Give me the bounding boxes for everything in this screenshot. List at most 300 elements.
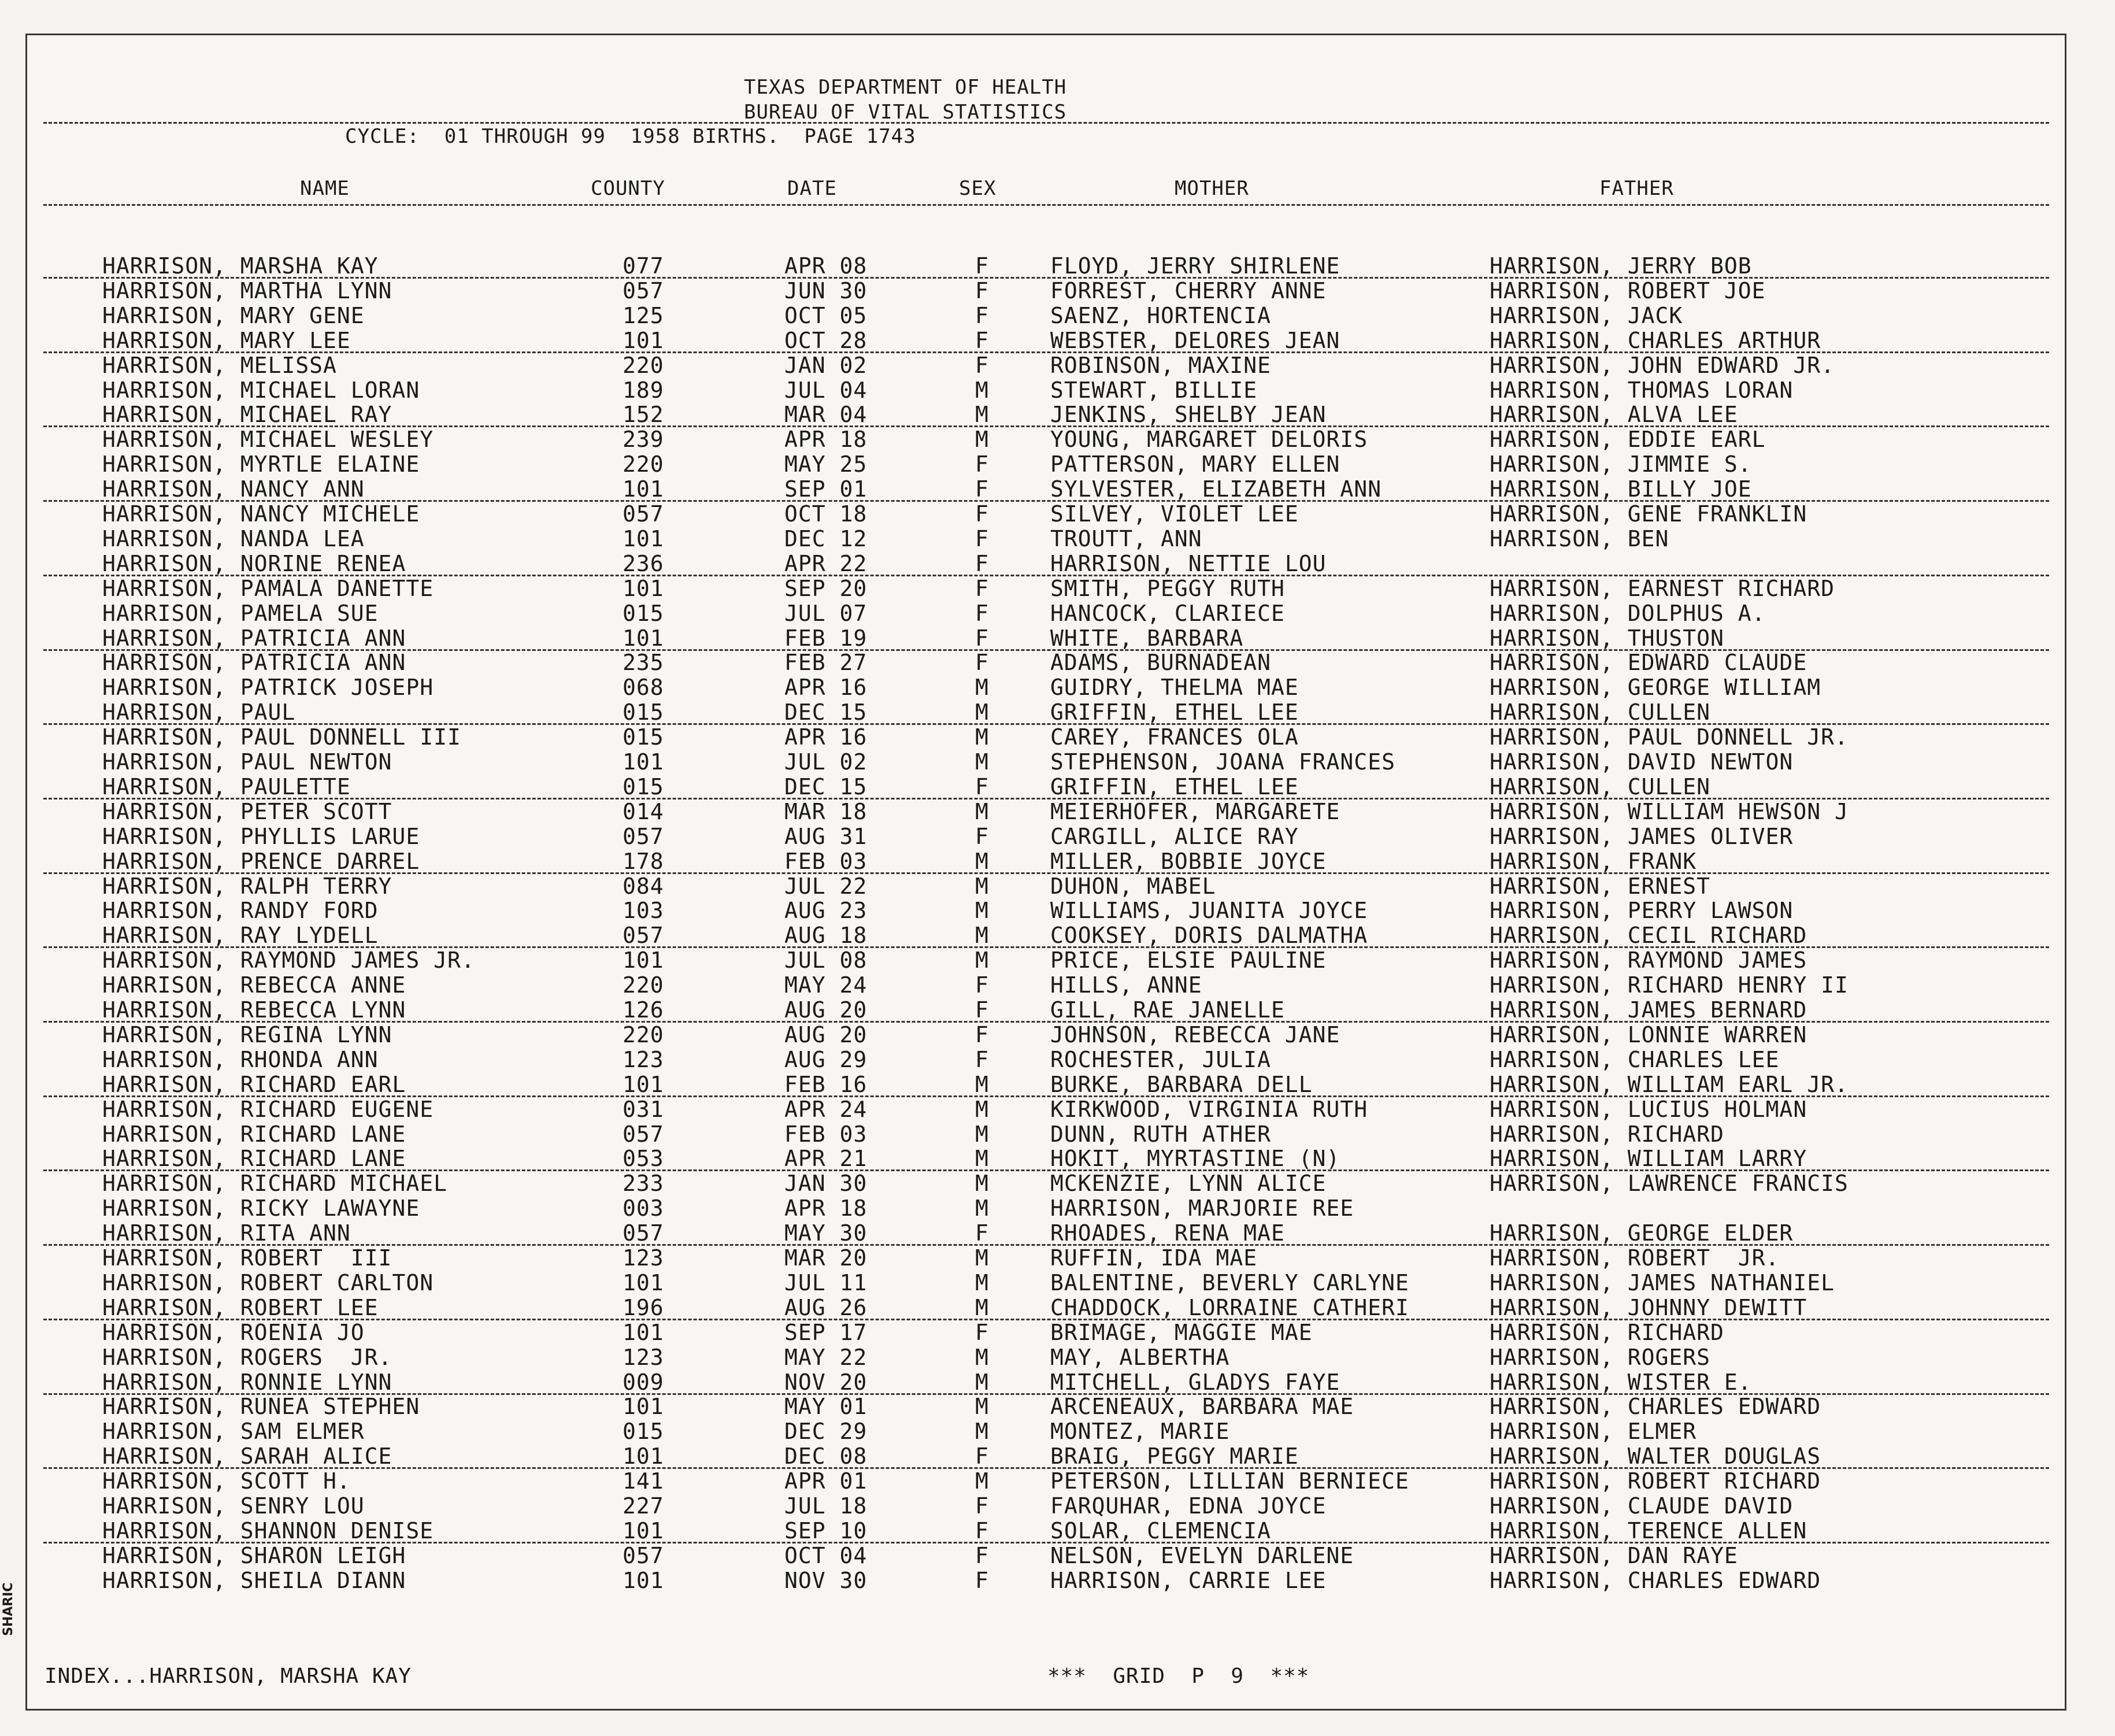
- cell-date: JUL 08: [784, 947, 868, 974]
- cell-mother: KIRKWOOD, VIRGINIA RUTH: [1050, 1096, 1368, 1122]
- cell-mother: WHITE, BARBARA: [1050, 625, 1244, 651]
- cell-sex: M: [975, 848, 989, 874]
- cell-date: DEC 08: [784, 1443, 868, 1470]
- cell-sex: F: [975, 302, 989, 328]
- cell-name: HARRISON, RALPH TERRY: [102, 873, 392, 899]
- cell-county: 057: [623, 277, 664, 303]
- cell-name: HARRISON, PAUL NEWTON: [102, 749, 392, 775]
- cell-county: 101: [623, 575, 664, 601]
- cell-mother: MAY, ALBERTHA: [1050, 1344, 1230, 1370]
- cell-mother: GUIDRY, THELMA MAE: [1050, 675, 1299, 701]
- cell-mother: TROUTT, ANN: [1050, 525, 1202, 551]
- column-header-name: NAME: [300, 177, 350, 200]
- cell-name: HARRISON, RICHARD EUGENE: [102, 1096, 434, 1122]
- table-row: [27, 923, 2065, 948]
- cell-sex: M: [975, 1369, 989, 1395]
- cell-mother: GILL, RAE JANELLE: [1050, 997, 1285, 1023]
- cell-father: HARRISON, JIMMIE S.: [1490, 451, 1752, 478]
- table-row: [27, 601, 2065, 626]
- cell-sex: F: [975, 650, 989, 676]
- cell-name: HARRISON, PAMELA SUE: [102, 600, 379, 626]
- table-row: [27, 1419, 2065, 1444]
- cell-county: 014: [623, 798, 664, 824]
- cell-father: HARRISON, WALTER DOUGLAS: [1490, 1443, 1821, 1470]
- cell-county: 053: [623, 1146, 664, 1172]
- cell-date: NOV 30: [784, 1567, 868, 1593]
- cell-county: 178: [623, 848, 664, 874]
- cell-mother: RHOADES, RENA MAE: [1050, 1220, 1285, 1246]
- cell-date: JUL 07: [784, 600, 868, 626]
- cell-sex: M: [975, 402, 989, 428]
- cell-sex: M: [975, 873, 989, 899]
- cell-father: HARRISON, CHARLES EDWARD: [1490, 1567, 1821, 1593]
- cell-father: HARRISON, BEN: [1490, 525, 1669, 551]
- cell-county: 015: [623, 699, 664, 726]
- cell-date: MAY 25: [784, 451, 868, 478]
- cell-date: FEB 19: [784, 625, 868, 651]
- cell-father: HARRISON, EARNEST RICHARD: [1490, 575, 1835, 601]
- cell-date: MAR 18: [784, 798, 868, 824]
- column-header-date: DATE: [787, 177, 837, 200]
- cell-father: HARRISON, ELMER: [1490, 1419, 1697, 1445]
- cell-sex: F: [975, 451, 989, 478]
- cell-mother: HARRISON, MARJORIE REE: [1050, 1195, 1354, 1222]
- cell-father: HARRISON, THOMAS LORAN: [1490, 377, 1794, 403]
- table-row: [27, 1519, 2065, 1543]
- cell-mother: RUFFIN, IDA MAE: [1050, 1245, 1258, 1271]
- table-row: [27, 725, 2065, 750]
- table-row: [27, 1047, 2065, 1072]
- table-row: [27, 824, 2065, 849]
- cell-county: 077: [623, 253, 664, 279]
- cell-name: HARRISON, ROBERT CARLTON: [102, 1269, 434, 1295]
- cell-mother: PETERSON, LILLIAN BERNIECE: [1050, 1468, 1409, 1494]
- table-row: [27, 576, 2065, 601]
- cell-mother: HARRISON, NETTIE LOU: [1050, 550, 1327, 576]
- cell-sex: M: [975, 1171, 989, 1197]
- table-row: [27, 973, 2065, 998]
- cell-county: 220: [623, 451, 664, 478]
- cell-date: SEP 20: [784, 575, 868, 601]
- cell-county: 236: [623, 550, 664, 576]
- cell-county: 015: [623, 1419, 664, 1445]
- cell-date: SEP 10: [784, 1517, 868, 1543]
- cell-county: 123: [623, 1046, 664, 1072]
- cell-mother: FLOYD, JERRY SHIRLENE: [1050, 253, 1340, 279]
- cell-name: HARRISON, MICHAEL WESLEY: [102, 427, 434, 453]
- cell-county: 101: [623, 525, 664, 551]
- cell-father: HARRISON, CHARLES LEE: [1490, 1046, 1780, 1072]
- cell-sex: M: [975, 1468, 989, 1494]
- cell-date: FEB 03: [784, 1121, 868, 1147]
- cell-sex: M: [975, 898, 989, 924]
- cell-mother: GRIFFIN, ETHEL LEE: [1050, 699, 1299, 726]
- cell-county: 084: [623, 873, 664, 899]
- cell-sex: F: [975, 501, 989, 527]
- cell-name: HARRISON, RICHARD EARL: [102, 1071, 406, 1097]
- agency-title: TEXAS DEPARTMENT OF HEALTH: [744, 76, 1067, 99]
- cell-father: HARRISON, EDDIE EARL: [1490, 427, 1766, 453]
- cell-mother: HOKIT, MYRTASTINE (N): [1050, 1146, 1340, 1172]
- cell-sex: F: [975, 1319, 989, 1345]
- cell-sex: M: [975, 675, 989, 701]
- table-row: [27, 998, 2065, 1023]
- table-row: [27, 626, 2065, 651]
- cell-sex: M: [975, 1146, 989, 1172]
- cell-name: HARRISON, MARSHA KAY: [102, 253, 379, 279]
- cell-mother: BALENTINE, BEVERLY CARLYNE: [1050, 1269, 1409, 1295]
- cell-county: 239: [623, 427, 664, 453]
- table-row: [27, 1221, 2065, 1246]
- table-row: [27, 1196, 2065, 1221]
- cell-mother: HARRISON, CARRIE LEE: [1050, 1567, 1327, 1593]
- table-row: [27, 1568, 2065, 1593]
- cell-sex: M: [975, 699, 989, 726]
- cell-date: APR 16: [784, 675, 868, 701]
- cell-county: 101: [623, 1071, 664, 1097]
- table-row: [27, 303, 2065, 328]
- cell-mother: HANCOCK, CLARIECE: [1050, 600, 1285, 626]
- cell-name: HARRISON, PATRICIA ANN: [102, 625, 406, 651]
- cell-county: 101: [623, 1567, 664, 1593]
- cell-date: NOV 20: [784, 1369, 868, 1395]
- table-row: [27, 378, 2065, 403]
- column-header-father: FATHER: [1599, 177, 1674, 200]
- cell-father: HARRISON, JOHN EDWARD JR.: [1490, 352, 1835, 378]
- cell-mother: PRICE, ELSIE PAULINE: [1050, 947, 1327, 974]
- cell-date: APR 21: [784, 1146, 868, 1172]
- cell-mother: CAREY, FRANCES OLA: [1050, 724, 1299, 750]
- cell-father: HARRISON, ALVA LEE: [1490, 402, 1738, 428]
- separator-line: [43, 122, 2049, 124]
- cell-father: HARRISON, RICHARD HENRY II: [1490, 972, 1849, 998]
- cell-sex: F: [975, 253, 989, 279]
- cell-date: APR 22: [784, 550, 868, 576]
- table-row: [27, 328, 2065, 353]
- cell-father: HARRISON, JAMES OLIVER: [1490, 823, 1794, 849]
- cell-sex: F: [975, 1542, 989, 1568]
- table-row: [27, 452, 2065, 477]
- cell-father: HARRISON, LUCIUS HOLMAN: [1490, 1096, 1807, 1122]
- cell-date: MAR 20: [784, 1245, 868, 1271]
- cell-date: JUL 02: [784, 749, 868, 775]
- cell-mother: MILLER, BOBBIE JOYCE: [1050, 848, 1327, 874]
- cell-mother: JOHNSON, REBECCA JANE: [1050, 1021, 1340, 1047]
- cell-mother: PATTERSON, MARY ELLEN: [1050, 451, 1340, 478]
- cell-date: AUG 31: [784, 823, 868, 849]
- cell-name: HARRISON, NANCY ANN: [102, 476, 365, 502]
- cell-mother: HILLS, ANNE: [1050, 972, 1202, 998]
- table-row: [27, 527, 2065, 551]
- cell-sex: M: [975, 1344, 989, 1370]
- cell-county: 220: [623, 972, 664, 998]
- cell-county: 101: [623, 476, 664, 502]
- cell-mother: ROCHESTER, JULIA: [1050, 1046, 1272, 1072]
- cell-mother: NELSON, EVELYN DARLENE: [1050, 1542, 1354, 1568]
- cell-name: HARRISON, MARTHA LYNN: [102, 277, 392, 303]
- cell-father: HARRISON, RICHARD: [1490, 1319, 1724, 1345]
- cell-county: 189: [623, 377, 664, 403]
- cell-sex: F: [975, 823, 989, 849]
- cell-sex: F: [975, 600, 989, 626]
- cell-name: HARRISON, NORINE RENEA: [102, 550, 406, 576]
- cell-name: HARRISON, RITA ANN: [102, 1220, 351, 1246]
- table-row: [27, 849, 2065, 874]
- cell-mother: WILLIAMS, JUANITA JOYCE: [1050, 898, 1368, 924]
- cell-date: JUL 18: [784, 1493, 868, 1519]
- cell-date: OCT 18: [784, 501, 868, 527]
- cell-county: 101: [623, 749, 664, 775]
- cell-mother: STEWART, BILLIE: [1050, 377, 1258, 403]
- table-row: [27, 799, 2065, 824]
- cell-county: 123: [623, 1344, 664, 1370]
- cell-father: HARRISON, JAMES BERNARD: [1490, 997, 1807, 1023]
- cell-father: HARRISON, CULLEN: [1490, 699, 1711, 726]
- table-row: [27, 1370, 2065, 1395]
- table-row: [27, 775, 2065, 799]
- cell-name: HARRISON, RICHARD MICHAEL: [102, 1171, 447, 1197]
- cell-father: HARRISON, ROBERT JR.: [1490, 1245, 1780, 1271]
- table-row: [27, 551, 2065, 576]
- cell-mother: FARQUHAR, EDNA JOYCE: [1050, 1493, 1327, 1519]
- cell-county: 101: [623, 1443, 664, 1470]
- cell-name: HARRISON, PAUL: [102, 699, 296, 726]
- cell-date: AUG 18: [784, 923, 868, 949]
- cell-date: APR 18: [784, 1195, 868, 1222]
- cell-father: HARRISON, CULLEN: [1490, 773, 1711, 799]
- table-row: [27, 1494, 2065, 1519]
- cell-father: HARRISON, WISTER E.: [1490, 1369, 1752, 1395]
- cell-mother: BRAIG, PEGGY MARIE: [1050, 1443, 1299, 1470]
- cell-name: HARRISON, ROENIA JO: [102, 1319, 365, 1345]
- cell-date: MAY 24: [784, 972, 868, 998]
- cell-date: JUL 11: [784, 1269, 868, 1295]
- cell-father: HARRISON, GENE FRANKLIN: [1490, 501, 1807, 527]
- cell-mother: SILVEY, VIOLET LEE: [1050, 501, 1299, 527]
- cell-sex: F: [975, 1567, 989, 1593]
- cell-father: HARRISON, WILLIAM LARRY: [1490, 1146, 1807, 1172]
- cycle-line: CYCLE: 01 THROUGH 99 1958 BIRTHS. PAGE 1743: [345, 125, 916, 148]
- cell-sex: F: [975, 277, 989, 303]
- cell-mother: MCKENZIE, LYNN ALICE: [1050, 1171, 1327, 1197]
- table-row: [27, 1271, 2065, 1295]
- cell-date: APR 16: [784, 724, 868, 750]
- cell-mother: BURKE, BARBARA DELL: [1050, 1071, 1313, 1097]
- cell-date: AUG 26: [784, 1294, 868, 1320]
- cell-name: HARRISON, REGINA LYNN: [102, 1021, 392, 1047]
- cell-mother: FORREST, CHERRY ANNE: [1050, 277, 1327, 303]
- cell-sex: M: [975, 798, 989, 824]
- bureau-title: BUREAU OF VITAL STATISTICS: [744, 101, 1067, 124]
- cell-date: MAY 22: [784, 1344, 868, 1370]
- cell-name: HARRISON, REBECCA ANNE: [102, 972, 406, 998]
- cell-sex: F: [975, 575, 989, 601]
- grid-label: *** GRID P 9 ***: [1047, 1664, 1310, 1688]
- table-row: [27, 1444, 2065, 1469]
- cell-name: HARRISON, RHONDA ANN: [102, 1046, 379, 1072]
- cell-date: MAR 04: [784, 402, 868, 428]
- cell-sex: M: [975, 923, 989, 949]
- cell-date: JAN 30: [784, 1171, 868, 1197]
- index-label: INDEX...HARRISON, MARSHA KAY: [45, 1664, 412, 1688]
- cell-county: 068: [623, 675, 664, 701]
- cell-county: 057: [623, 501, 664, 527]
- cell-county: 015: [623, 600, 664, 626]
- cell-father: HARRISON, DOLPHUS A.: [1490, 600, 1766, 626]
- cell-mother: YOUNG, MARGARET DELORIS: [1050, 427, 1368, 453]
- cell-name: HARRISON, RICKY LAWAYNE: [102, 1195, 420, 1222]
- cell-father: HARRISON, JERRY BOB: [1490, 253, 1752, 279]
- cell-name: HARRISON, REBECCA LYNN: [102, 997, 406, 1023]
- cell-sex: F: [975, 1220, 989, 1246]
- cell-county: 003: [623, 1195, 664, 1222]
- table-row: [27, 1320, 2065, 1345]
- cell-father: HARRISON, GEORGE ELDER: [1490, 1220, 1794, 1246]
- cell-county: 101: [623, 1269, 664, 1295]
- cell-date: DEC 12: [784, 525, 868, 551]
- cell-father: HARRISON, TERENCE ALLEN: [1490, 1517, 1807, 1543]
- cell-sex: F: [975, 525, 989, 551]
- cell-county: 101: [623, 1517, 664, 1543]
- cell-sex: M: [975, 947, 989, 974]
- cell-sex: M: [975, 377, 989, 403]
- cell-sex: M: [975, 1419, 989, 1445]
- cell-sex: F: [975, 773, 989, 799]
- cell-name: HARRISON, MELISSA: [102, 352, 337, 378]
- cell-sex: F: [975, 1443, 989, 1470]
- cell-father: HARRISON, GEORGE WILLIAM: [1490, 675, 1821, 701]
- cell-date: AUG 29: [784, 1046, 868, 1072]
- cell-father: HARRISON, CLAUDE DAVID: [1490, 1493, 1794, 1519]
- cell-father: HARRISON, CHARLES EDWARD: [1490, 1394, 1821, 1420]
- cell-county: 125: [623, 302, 664, 328]
- cell-date: JAN 02: [784, 352, 868, 378]
- table-row: [27, 1543, 2065, 1568]
- cell-county: 015: [623, 724, 664, 750]
- cell-date: FEB 03: [784, 848, 868, 874]
- separator-line: [43, 204, 2049, 206]
- table-row: [27, 948, 2065, 973]
- cell-father: HARRISON, RAYMOND JAMES: [1490, 947, 1807, 974]
- cell-sex: F: [975, 476, 989, 502]
- cell-county: 220: [623, 352, 664, 378]
- cell-county: 235: [623, 650, 664, 676]
- cell-date: DEC 15: [784, 699, 868, 726]
- cell-county: 103: [623, 898, 664, 924]
- cell-father: HARRISON, CECIL RICHARD: [1490, 923, 1807, 949]
- cell-name: HARRISON, SAM ELMER: [102, 1419, 365, 1445]
- cell-mother: GRIFFIN, ETHEL LEE: [1050, 773, 1299, 799]
- cell-mother: COOKSEY, DORIS DALMATHA: [1050, 923, 1368, 949]
- cell-mother: BRIMAGE, MAGGIE MAE: [1050, 1319, 1313, 1345]
- cell-sex: F: [975, 1046, 989, 1072]
- cell-name: HARRISON, RAYMOND JAMES JR.: [102, 947, 475, 974]
- cell-name: HARRISON, MICHAEL LORAN: [102, 377, 420, 403]
- cell-name: HARRISON, ROGERS JR.: [102, 1344, 392, 1370]
- cell-name: HARRISON, SCOTT H.: [102, 1468, 351, 1494]
- cell-mother: DUNN, RUTH ATHER: [1050, 1121, 1272, 1147]
- table-row: [27, 1295, 2065, 1320]
- cell-sex: M: [975, 749, 989, 775]
- cell-mother: CARGILL, ALICE RAY: [1050, 823, 1299, 849]
- cell-name: HARRISON, ROBERT LEE: [102, 1294, 379, 1320]
- cell-county: 196: [623, 1294, 664, 1320]
- table-row: [27, 1345, 2065, 1370]
- document-page: [25, 34, 2066, 1711]
- cell-sex: F: [975, 972, 989, 998]
- cell-father: HARRISON, FRANK: [1490, 848, 1697, 874]
- cell-sex: M: [975, 427, 989, 453]
- cell-mother: SMITH, PEGGY RUTH: [1050, 575, 1285, 601]
- cell-name: HARRISON, PAUL DONNELL III: [102, 724, 461, 750]
- cell-sex: F: [975, 625, 989, 651]
- cell-father: HARRISON, PAUL DONNELL JR.: [1490, 724, 1849, 750]
- cell-sex: F: [975, 550, 989, 576]
- cell-father: HARRISON, ROBERT RICHARD: [1490, 1468, 1821, 1494]
- cell-date: JUL 04: [784, 377, 868, 403]
- cell-name: HARRISON, MYRTLE ELAINE: [102, 451, 420, 478]
- cell-sex: M: [975, 1121, 989, 1147]
- cell-date: FEB 27: [784, 650, 868, 676]
- table-row: [27, 1097, 2065, 1122]
- cell-county: 101: [623, 327, 664, 353]
- cell-name: HARRISON, MICHAEL RAY: [102, 402, 392, 428]
- cell-sex: F: [975, 1493, 989, 1519]
- cell-date: OCT 04: [784, 1542, 868, 1568]
- cell-sex: M: [975, 1294, 989, 1320]
- cell-father: HARRISON, ERNEST: [1490, 873, 1711, 899]
- cell-father: HARRISON, JOHNNY DEWITT: [1490, 1294, 1807, 1320]
- cell-county: 227: [623, 1493, 664, 1519]
- cell-mother: ADAMS, BURNADEAN: [1050, 650, 1272, 676]
- table-row: [27, 675, 2065, 700]
- table-row: [27, 898, 2065, 923]
- cell-name: HARRISON, SHEILA DIANN: [102, 1567, 406, 1593]
- cell-county: 101: [623, 1394, 664, 1420]
- cell-mother: SOLAR, CLEMENCIA: [1050, 1517, 1272, 1543]
- cell-date: DEC 15: [784, 773, 868, 799]
- cell-county: 101: [623, 947, 664, 974]
- cell-name: HARRISON, PHYLLIS LARUE: [102, 823, 420, 849]
- cell-mother: MEIERHOFER, MARGARETE: [1050, 798, 1340, 824]
- cell-county: 009: [623, 1369, 664, 1395]
- cell-mother: DUHON, MABEL: [1050, 873, 1216, 899]
- cell-date: JUN 30: [784, 277, 868, 303]
- cell-name: HARRISON, RANDY FORD: [102, 898, 379, 924]
- table-row: [27, 402, 2065, 427]
- cell-father: HARRISON, WILLIAM EARL JR.: [1490, 1071, 1849, 1097]
- cell-sex: M: [975, 1245, 989, 1271]
- cell-name: HARRISON, NANCY MICHELE: [102, 501, 420, 527]
- cell-father: HARRISON, LONNIE WARREN: [1490, 1021, 1807, 1047]
- table-row: [27, 1122, 2065, 1147]
- cell-date: APR 24: [784, 1096, 868, 1122]
- cell-date: DEC 29: [784, 1419, 868, 1445]
- cell-county: 123: [623, 1245, 664, 1271]
- cell-sex: M: [975, 1195, 989, 1222]
- cell-sex: M: [975, 1096, 989, 1122]
- table-row: [27, 750, 2065, 775]
- cell-sex: F: [975, 327, 989, 353]
- cell-sex: F: [975, 1021, 989, 1047]
- table-row: [27, 427, 2065, 452]
- cell-sex: F: [975, 1517, 989, 1543]
- cell-name: HARRISON, MARY GENE: [102, 302, 365, 328]
- cell-county: 101: [623, 625, 664, 651]
- cell-date: FEB 16: [784, 1071, 868, 1097]
- cell-county: 057: [623, 1220, 664, 1246]
- cell-sex: M: [975, 724, 989, 750]
